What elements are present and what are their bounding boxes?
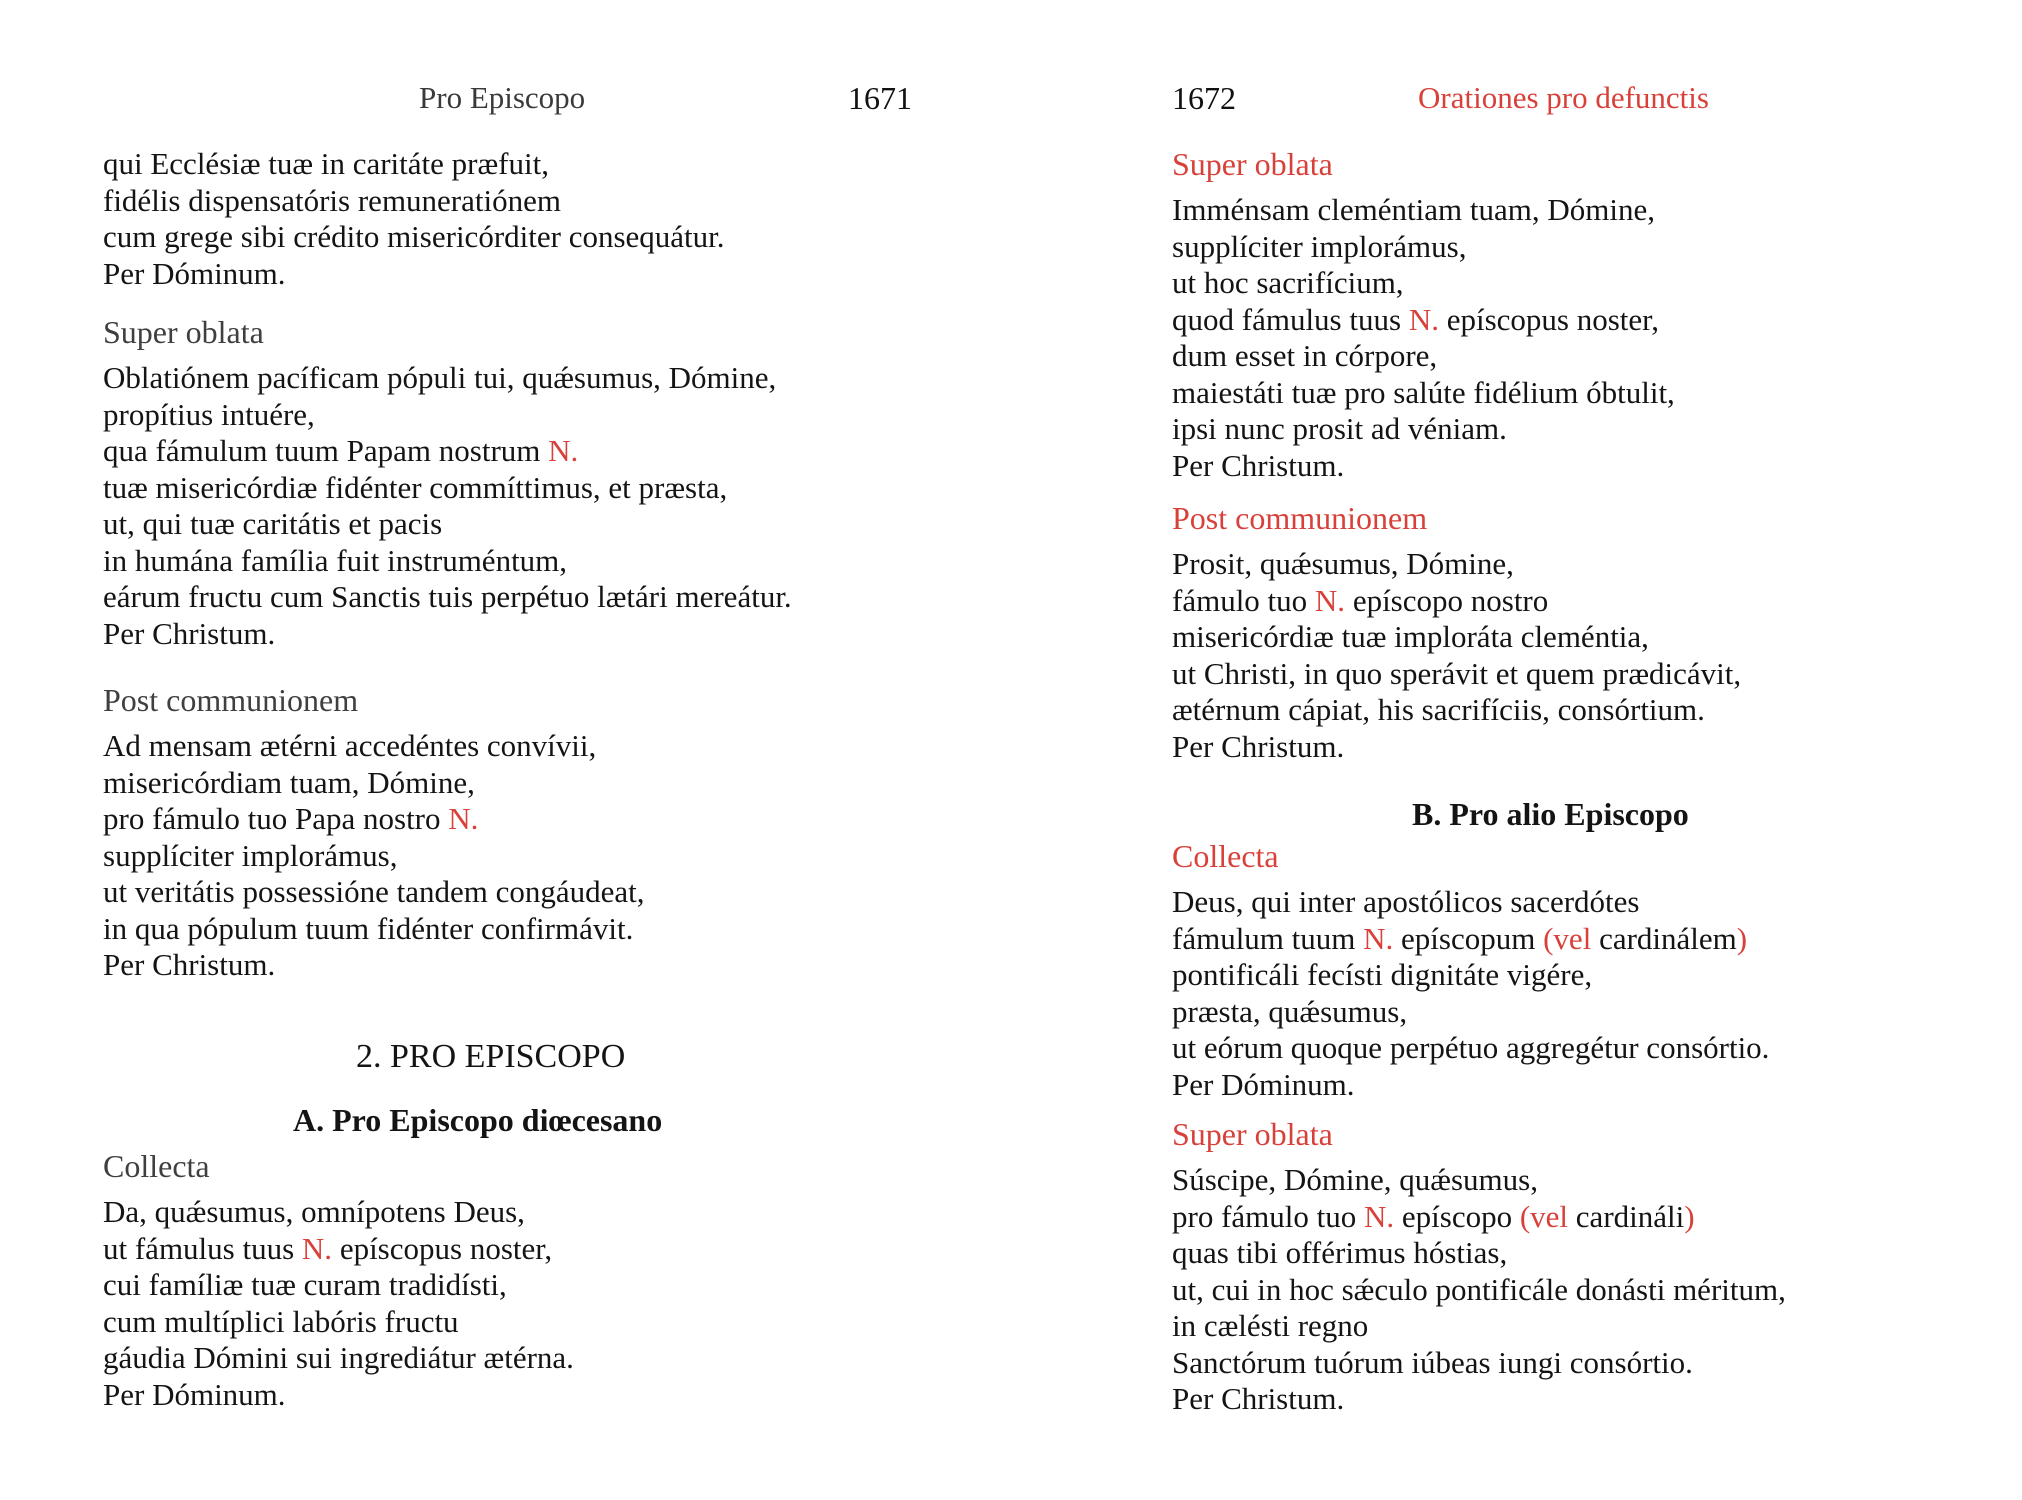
text-line (1172, 375, 2012, 412)
text-segment: propítius intuére, (103, 396, 315, 432)
text-line (1172, 448, 2012, 485)
text-line (1172, 729, 2012, 766)
text-segment: Per Christum. (103, 947, 276, 982)
text-segment: Per Christum. (1172, 728, 1345, 764)
running-title: Orationes pro defunctis (1418, 80, 1709, 115)
text-segment: epíscopo nostro (1345, 582, 1549, 618)
rubric-marker: N. (1363, 920, 1394, 956)
rubric-marker: (vel (1543, 920, 1592, 956)
text-line (103, 947, 943, 984)
post-communionem-section (1172, 500, 2012, 765)
text-line (1172, 1030, 2012, 1067)
text-segment: Per Dóminum. (103, 1376, 286, 1412)
text-segment: cardináli (1568, 1198, 1685, 1234)
text-segment: epíscopus noster, (1438, 301, 1659, 337)
text-segment: Per Christum. (103, 615, 276, 651)
text-line (103, 1194, 943, 1231)
super-oblata-section (1172, 146, 2012, 484)
prayer-text (1172, 192, 2012, 484)
text-line: fidélis dispensatóris remuneratiónem (103, 182, 561, 218)
text-segment: cui famíliæ tuæ curam tradidísti, (103, 1267, 507, 1302)
subsection-heading: B. Pro alio Episcopo (1412, 796, 1689, 832)
right-running-head (1172, 80, 2012, 130)
text-segment: Sanctórum tuórum iúbeas iungi consórtio. (1172, 1344, 1693, 1380)
text-segment: maiestáti tuæ pro salúte fidélium óbtulit, (1172, 374, 1675, 410)
text-line (1172, 957, 2012, 994)
text-segment: ut veritátis possessióne tandem congáudeat, (103, 874, 645, 909)
prayer-text (1172, 546, 2012, 765)
continuation-block (103, 146, 943, 292)
text-line (103, 1304, 943, 1341)
text-line (1172, 692, 2012, 729)
text-segment: fámulo tuo (1172, 582, 1315, 618)
rubric-marker: N. (1408, 301, 1439, 337)
collecta-section (103, 1148, 943, 1413)
rubric-label: Super oblata (1172, 146, 1333, 182)
text-line (103, 470, 943, 507)
text-line (103, 1231, 943, 1268)
page-number: 1671 (848, 80, 912, 116)
text-segment: misericórdiæ tuæ imploráta cleméntia, (1172, 619, 1649, 654)
text-segment: Oblatiónem pacíficam pópuli tui, quǽsumus, Dómine, (103, 360, 777, 395)
prayer-text (103, 360, 943, 652)
rubric-label: Super oblata (103, 314, 264, 350)
text-line: cum grege sibi crédito misericórditer consequátur. (103, 219, 725, 254)
text-segment: misericórdiam tuam, Dómine, (103, 764, 475, 800)
text-segment: ut hoc sacrifícium, (1172, 265, 1404, 300)
page-number: 1672 (1172, 80, 1236, 116)
text-line (1172, 192, 2012, 229)
text-line (103, 397, 943, 434)
text-segment: Per Christum. (1172, 1381, 1345, 1416)
left-running-head (103, 80, 943, 130)
text-line (103, 433, 943, 470)
text-line (103, 506, 943, 543)
text-line (1172, 884, 2012, 921)
rubric-label: Collecta (103, 1148, 210, 1184)
super-oblata-section-2 (1172, 1116, 2012, 1418)
prayer-text (103, 1194, 943, 1413)
text-segment: pro fámulo tuo (1172, 1198, 1364, 1234)
text-line (1172, 229, 2012, 266)
text-line (103, 616, 943, 653)
text-line (1172, 1381, 2012, 1418)
text-line (1172, 411, 2012, 448)
text-segment: cum multíplici labóris fructu (103, 1303, 459, 1339)
text-line (103, 1377, 943, 1414)
text-segment: cardinálem (1591, 920, 1737, 956)
text-segment: ut eórum quoque perpétuo aggregétur consórtio. (1172, 1030, 1770, 1065)
rubric-marker: N. (301, 1230, 333, 1266)
rubric-marker: ) (1736, 920, 1748, 956)
text-segment: Ad mensam ætérni accedéntes convívii, (103, 728, 597, 763)
text-segment: pontificáli fecísti dignitáte vigére, (1172, 957, 1593, 992)
text-line: qui Ecclésiæ tuæ in caritáte præfuit, (103, 146, 549, 181)
section-heading: 2. PRO EPISCOPO (356, 1038, 626, 1075)
rubric-marker: N. (1364, 1198, 1395, 1234)
left-page (103, 80, 943, 1412)
text-line (1172, 302, 2012, 339)
text-segment: ut fámulus tuus (103, 1230, 302, 1266)
text-segment: ut, qui tuæ caritátis et pacis (103, 506, 443, 541)
rubric-label: Post communionem (103, 682, 359, 718)
subsection-heading: A. Pro Episcopo diœcesano (293, 1102, 663, 1138)
text-segment: epíscopum (1393, 920, 1544, 956)
rubric-marker: N. (548, 433, 579, 468)
text-segment: ætérnum cápiat, his sacrifíciis, consórtium. (1172, 692, 1705, 727)
text-segment: Deus, qui inter apostólicos sacerdótes (1172, 884, 1640, 919)
text-line (103, 765, 943, 802)
text-segment: fámulum tuum (1172, 920, 1364, 956)
rubric-marker: ) (1684, 1198, 1695, 1234)
rubric-label: Super oblata (1172, 1116, 1333, 1152)
text-segment: Da, quǽsumus, omnípotens Deus, (103, 1194, 525, 1229)
text-segment: in qua pópulum tuum fidénter confirmávit. (103, 910, 634, 946)
post-communionem-section (103, 682, 943, 984)
text-line (1172, 338, 2012, 375)
text-line (103, 801, 943, 838)
text-segment: Súscipe, Dómine, quǽsumus, (1172, 1162, 1538, 1197)
rubric-marker: (vel (1519, 1198, 1569, 1234)
text-segment: dum esset in córpore, (1172, 338, 1438, 373)
text-segment: Per Dóminum. (1172, 1066, 1355, 1102)
text-segment: Imménsam cleméntiam tuam, Dómine, (1172, 192, 1655, 227)
text-line (103, 728, 943, 765)
text-line (1172, 1067, 2012, 1104)
text-segment: in humána família fuit instruméntum, (103, 542, 568, 578)
text-line (103, 838, 943, 875)
text-segment: tuæ misericórdiæ fidénter commíttimus, et præsta, (103, 469, 728, 505)
text-segment: ut, cui in hoc sǽculo pontificále donásti méritum, (1172, 1271, 1786, 1307)
text-line (1172, 1345, 2012, 1382)
text-segment: epíscopo (1394, 1198, 1520, 1234)
text-line (1172, 1199, 2012, 1236)
prayer-text (103, 728, 943, 984)
text-segment: præsta, quǽsumus, (1172, 993, 1408, 1029)
rubric-label: Collecta (1172, 838, 1279, 874)
text-segment: Prosit, quǽsumus, Dómine, (1172, 546, 1514, 581)
text-line (103, 360, 943, 397)
text-line (1172, 1162, 2012, 1199)
text-line (1172, 921, 2012, 958)
text-line (103, 579, 943, 616)
super-oblata-section (103, 314, 943, 652)
text-segment: qua fámulum tuum Papam nostrum (103, 433, 549, 468)
text-segment: ut Christi, in quo sperávit et quem prædicávit, (1172, 655, 1742, 691)
text-line (1172, 994, 2012, 1031)
text-line (1172, 1235, 2012, 1272)
prayer-text (1172, 1162, 2012, 1418)
text-line (1172, 619, 2012, 656)
rubric-marker: N. (448, 801, 479, 836)
text-segment: Per Christum. (1172, 447, 1345, 483)
text-segment: pro fámulo tuo Papa nostro (103, 801, 449, 836)
text-segment: eárum fructu cum Sanctis tuis perpétuo lætári mereátur. (103, 579, 792, 614)
text-segment: epíscopus noster, (332, 1230, 553, 1266)
text-line (103, 911, 943, 948)
text-line: Per Dóminum. (103, 255, 286, 291)
text-segment: gáudia Dómini sui ingrediátur ætérna. (103, 1340, 574, 1375)
text-line (103, 543, 943, 580)
rubric-label: Post communionem (1172, 500, 1428, 536)
text-segment: supplíciter implorámus, (103, 837, 398, 873)
prayer-text (1172, 884, 2012, 1103)
right-page (1172, 80, 2012, 1416)
text-line (1172, 656, 2012, 693)
text-line (1172, 1308, 2012, 1345)
text-line (103, 1340, 943, 1377)
text-segment: quas tibi offérimus hóstias, (1172, 1235, 1508, 1270)
text-line (1172, 265, 2012, 302)
collecta-section (1172, 838, 2012, 1103)
text-segment: supplíciter implorámus, (1172, 228, 1467, 264)
text-line (103, 1267, 943, 1304)
text-segment: quod fámulus tuus (1172, 301, 1409, 337)
rubric-marker: N. (1314, 582, 1346, 618)
text-line (1172, 546, 2012, 583)
text-line (1172, 1272, 2012, 1309)
text-line (103, 874, 943, 911)
running-title: Pro Episcopo (419, 80, 586, 115)
text-segment: ipsi nunc prosit ad véniam. (1172, 411, 1507, 446)
text-segment: in cælésti regno (1172, 1308, 1369, 1343)
text-line (1172, 583, 2012, 620)
